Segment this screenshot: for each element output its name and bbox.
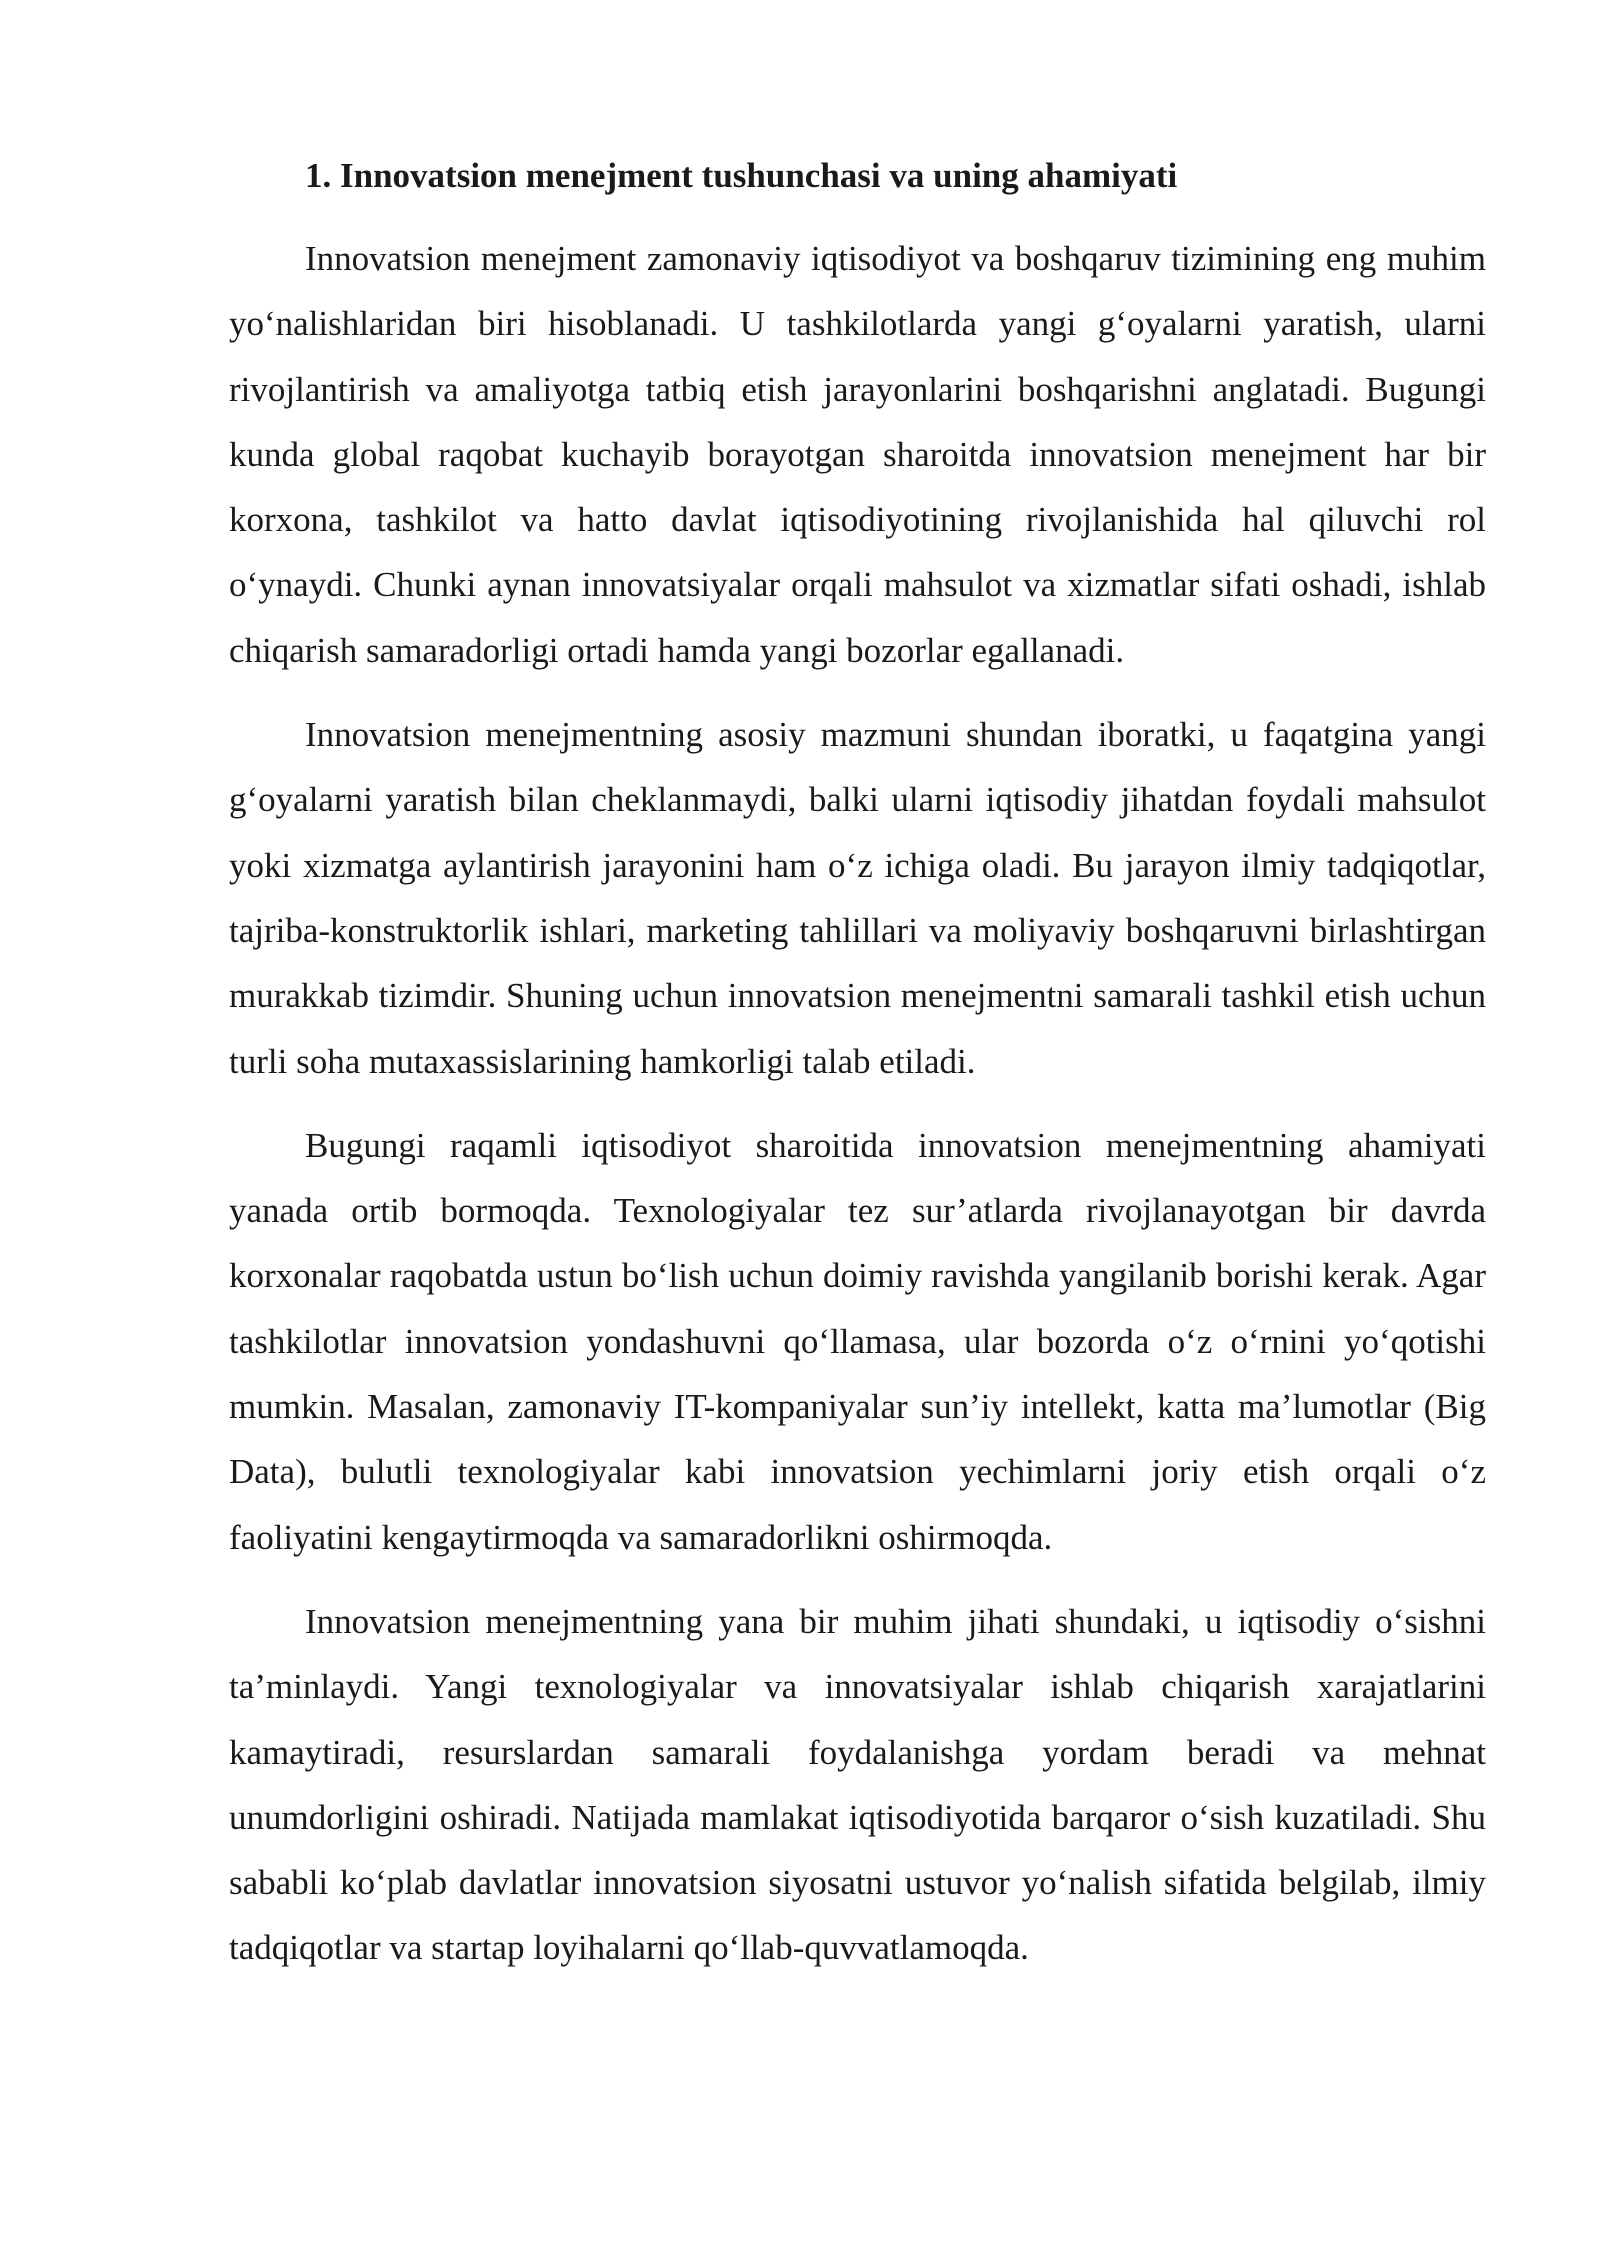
section-heading: 1. Innovatsion menejment tushunchasi va uning ahamiyati <box>305 156 1178 195</box>
paragraph-3: Bugungi raqamli iqtisodiyot sharoitida innovatsion menejmentning ahamiyati yanada ortib bormoqda. Texnologiyalar tez sur’atlarda rivojlanayotgan bir davrda korxonalar raqobatda ustun bo‘lish uchun doimiy ravishda yangilanib borishi kerak. Agar tashkilotlar innovatsion yondashuvni qo‘llamasa, ular bozorda o‘z o‘rnini yo‘qotishi mumkin. Masalan, zamonaviy IT-kompaniyalar sun’iy intellekt, katta ma’lumotlar (Big Data), bulutli texnologiyalar kabi innovatsion yechimlarni joriy etish orqali o‘z faoliyatini kengaytirmoqda va samaradorlikni oshirmoqda. <box>229 1125 1486 1557</box>
paragraph-4: Innovatsion menejmentning yana bir muhim jihati shundaki, u iqtisodiy o‘sishni ta’minlaydi. Yangi texnologiyalar va innovatsiyalar ishlab chiqarish xarajatlarini kamaytiradi, resurslardan samarali foydalanishga yordam beradi va mehnat unumdorligini oshiradi. Natijada mamlakat iqtisodiyotida barqaror o‘sish kuzatiladi. Shu sababli ko‘plab davlatlar innovatsion siyosatni ustuvor yo‘nalish sifatida belgilab, ilmiy tadqiqotlar va startap loyihalarni qo‘llab-quvvatlamoqda. <box>229 1601 1486 1968</box>
document-body <box>229 150 1486 1981</box>
paragraph-2: Innovatsion menejmentning asosiy mazmuni shundan iboratki, u faqatgina yangi g‘oyalarni yaratish bilan cheklanmaydi, balki ularni iqtisodiy jihatdan foydali mahsulot yoki xizmatga aylantirish jarayonini ham o‘z ichiga oladi. Bu jarayon ilmiy tadqiqotlar, tajriba-konstruktorlik ishlari, marketing tahlillari va moliyaviy boshqaruvni birlashtirgan murakkab tizimdir. Shuning uchun innovatsion menejmentni samarali tashkil etish uchun turli soha mutaxassislarining hamkorligi talab etiladi. <box>229 715 1486 1081</box>
paragraph-1: Innovatsion menejment zamonaviy iqtisodiyot va boshqaruv tizimining eng muhim yo‘nalishlaridan biri hisoblanadi. U tashkilotlarda yangi g‘oyalarni yaratish, ularni rivojlantirish va amaliyotga tatbiq etish jarayonlarini boshqarishni anglatadi. Bugungi kunda global raqobat kuchayib borayotgan sharoitda innovatsion menejment har bir korxona, tashkilot va hatto davlat iqtisodiyotining rivojlanishida hal qiluvchi rol o‘ynaydi. Chunki aynan innovatsiyalar orqali mahsulot va xizmatlar sifati oshadi, ishlab chiqarish samaradorligi ortadi hamda yangi bozorlar egallanadi. <box>229 239 1486 670</box>
